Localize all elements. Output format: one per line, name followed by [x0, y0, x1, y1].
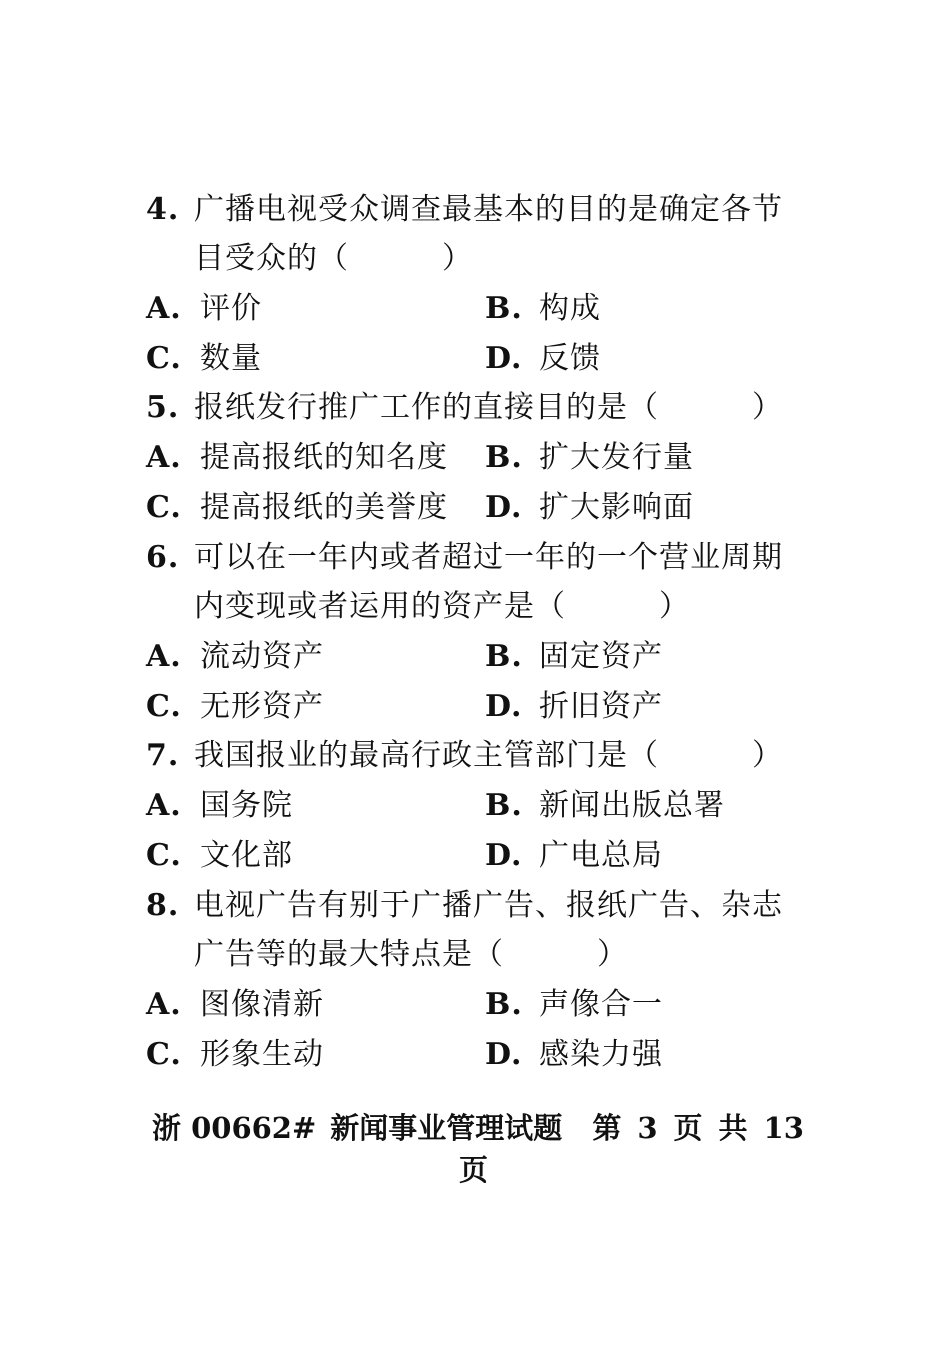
question-8-line-2 — [194, 935, 628, 975]
option-label: B. — [485, 291, 523, 326]
total-prefix: 共 — [718, 1111, 748, 1145]
page-footer — [152, 1108, 804, 1148]
option-label: A. — [146, 788, 182, 823]
question-8-option-d — [485, 1035, 663, 1075]
option-label: A. — [146, 639, 182, 674]
option-text: 扩大发行量 — [539, 440, 694, 475]
option-label: D. — [485, 689, 523, 724]
option-label: A. — [146, 291, 182, 326]
question-number: 5. — [146, 390, 180, 425]
question-text: 内变现或者运用的资产是（ ） — [194, 589, 690, 624]
option-label: B. — [485, 788, 523, 823]
question-text: 广播电视受众调查最基本的目的是确定各节 — [194, 192, 783, 227]
option-label: A. — [146, 987, 182, 1022]
page-footer-suffix — [459, 1150, 488, 1190]
option-text: 广电总局 — [539, 838, 663, 873]
question-6-option-c — [146, 687, 324, 727]
option-text: 流动资产 — [200, 639, 324, 674]
option-label: D. — [485, 1037, 523, 1072]
option-label: C. — [146, 838, 182, 873]
question-4-line-1 — [146, 190, 783, 230]
question-8-option-c — [146, 1035, 324, 1075]
option-label: C. — [146, 1037, 182, 1072]
option-text: 提高报纸的知名度 — [200, 440, 448, 475]
option-text: 固定资产 — [539, 639, 663, 674]
question-4-option-b — [485, 289, 601, 329]
question-text: 广告等的最大特点是（ ） — [194, 937, 628, 972]
option-text: 折旧资产 — [539, 689, 663, 724]
question-7-option-c — [146, 836, 293, 876]
total-pages: 13 — [763, 1111, 804, 1145]
option-label: C. — [146, 490, 182, 525]
question-4-line-2 — [194, 239, 473, 279]
option-text: 新闻出版总署 — [539, 788, 725, 823]
exam-code: 浙 00662# — [152, 1111, 317, 1145]
question-7-line-1 — [146, 736, 783, 776]
option-text: 提高报纸的美誉度 — [200, 490, 448, 525]
question-text: 我国报业的最高行政主管部门是（ ） — [194, 738, 783, 773]
option-text: 反馈 — [539, 341, 601, 376]
question-6-line-1 — [146, 538, 783, 578]
option-text: 形象生动 — [200, 1037, 324, 1072]
option-label: A. — [146, 440, 182, 475]
question-number: 7. — [146, 738, 180, 773]
option-text: 感染力强 — [539, 1037, 663, 1072]
question-number: 6. — [146, 540, 180, 575]
option-label: B. — [485, 440, 523, 475]
question-7-option-a — [146, 786, 293, 826]
option-text: 国务院 — [200, 788, 293, 823]
option-text: 文化部 — [200, 838, 293, 873]
question-6-line-2 — [194, 587, 690, 627]
question-number: 4. — [146, 192, 180, 227]
question-8-option-a — [146, 985, 324, 1025]
option-label: C. — [146, 689, 182, 724]
question-5-line-1 — [146, 388, 783, 428]
question-text: 电视广告有别于广播广告、报纸广告、杂志 — [194, 888, 783, 923]
question-7-option-d — [485, 836, 663, 876]
question-5-option-a — [146, 438, 448, 478]
option-text: 无形资产 — [200, 689, 324, 724]
option-label: D. — [485, 341, 523, 376]
question-5-option-c — [146, 488, 448, 528]
page-number: 3 — [637, 1111, 658, 1145]
page-prefix: 第 — [592, 1111, 622, 1145]
option-text: 数量 — [200, 341, 262, 376]
question-6-option-a — [146, 637, 324, 677]
question-text: 目受众的（ ） — [194, 241, 473, 276]
question-5-option-b — [485, 438, 694, 478]
question-number: 8. — [146, 888, 180, 923]
question-6-option-b — [485, 637, 663, 677]
question-8-line-1 — [146, 886, 783, 926]
question-7-option-b — [485, 786, 725, 826]
question-6-option-d — [485, 687, 663, 727]
page-mid: 页 — [673, 1111, 703, 1145]
page-suffix: 页 — [459, 1153, 489, 1187]
option-text: 图像清新 — [200, 987, 324, 1022]
option-label: B. — [485, 987, 523, 1022]
question-4-option-c — [146, 339, 262, 379]
question-text: 可以在一年内或者超过一年的一个营业周期 — [194, 540, 783, 575]
option-label: B. — [485, 639, 523, 674]
option-label: D. — [485, 838, 523, 873]
question-4-option-a — [146, 289, 262, 329]
option-text: 构成 — [539, 291, 601, 326]
question-4-option-d — [485, 339, 601, 379]
option-label: D. — [485, 490, 523, 525]
option-text: 扩大影响面 — [539, 490, 694, 525]
exam-title: 新闻事业管理试题 — [330, 1111, 563, 1145]
option-text: 声像合一 — [539, 987, 663, 1022]
question-8-option-b — [485, 985, 663, 1025]
option-text: 评价 — [200, 291, 262, 326]
option-label: C. — [146, 341, 182, 376]
question-5-option-d — [485, 488, 694, 528]
question-text: 报纸发行推广工作的直接目的是（ ） — [194, 390, 783, 425]
